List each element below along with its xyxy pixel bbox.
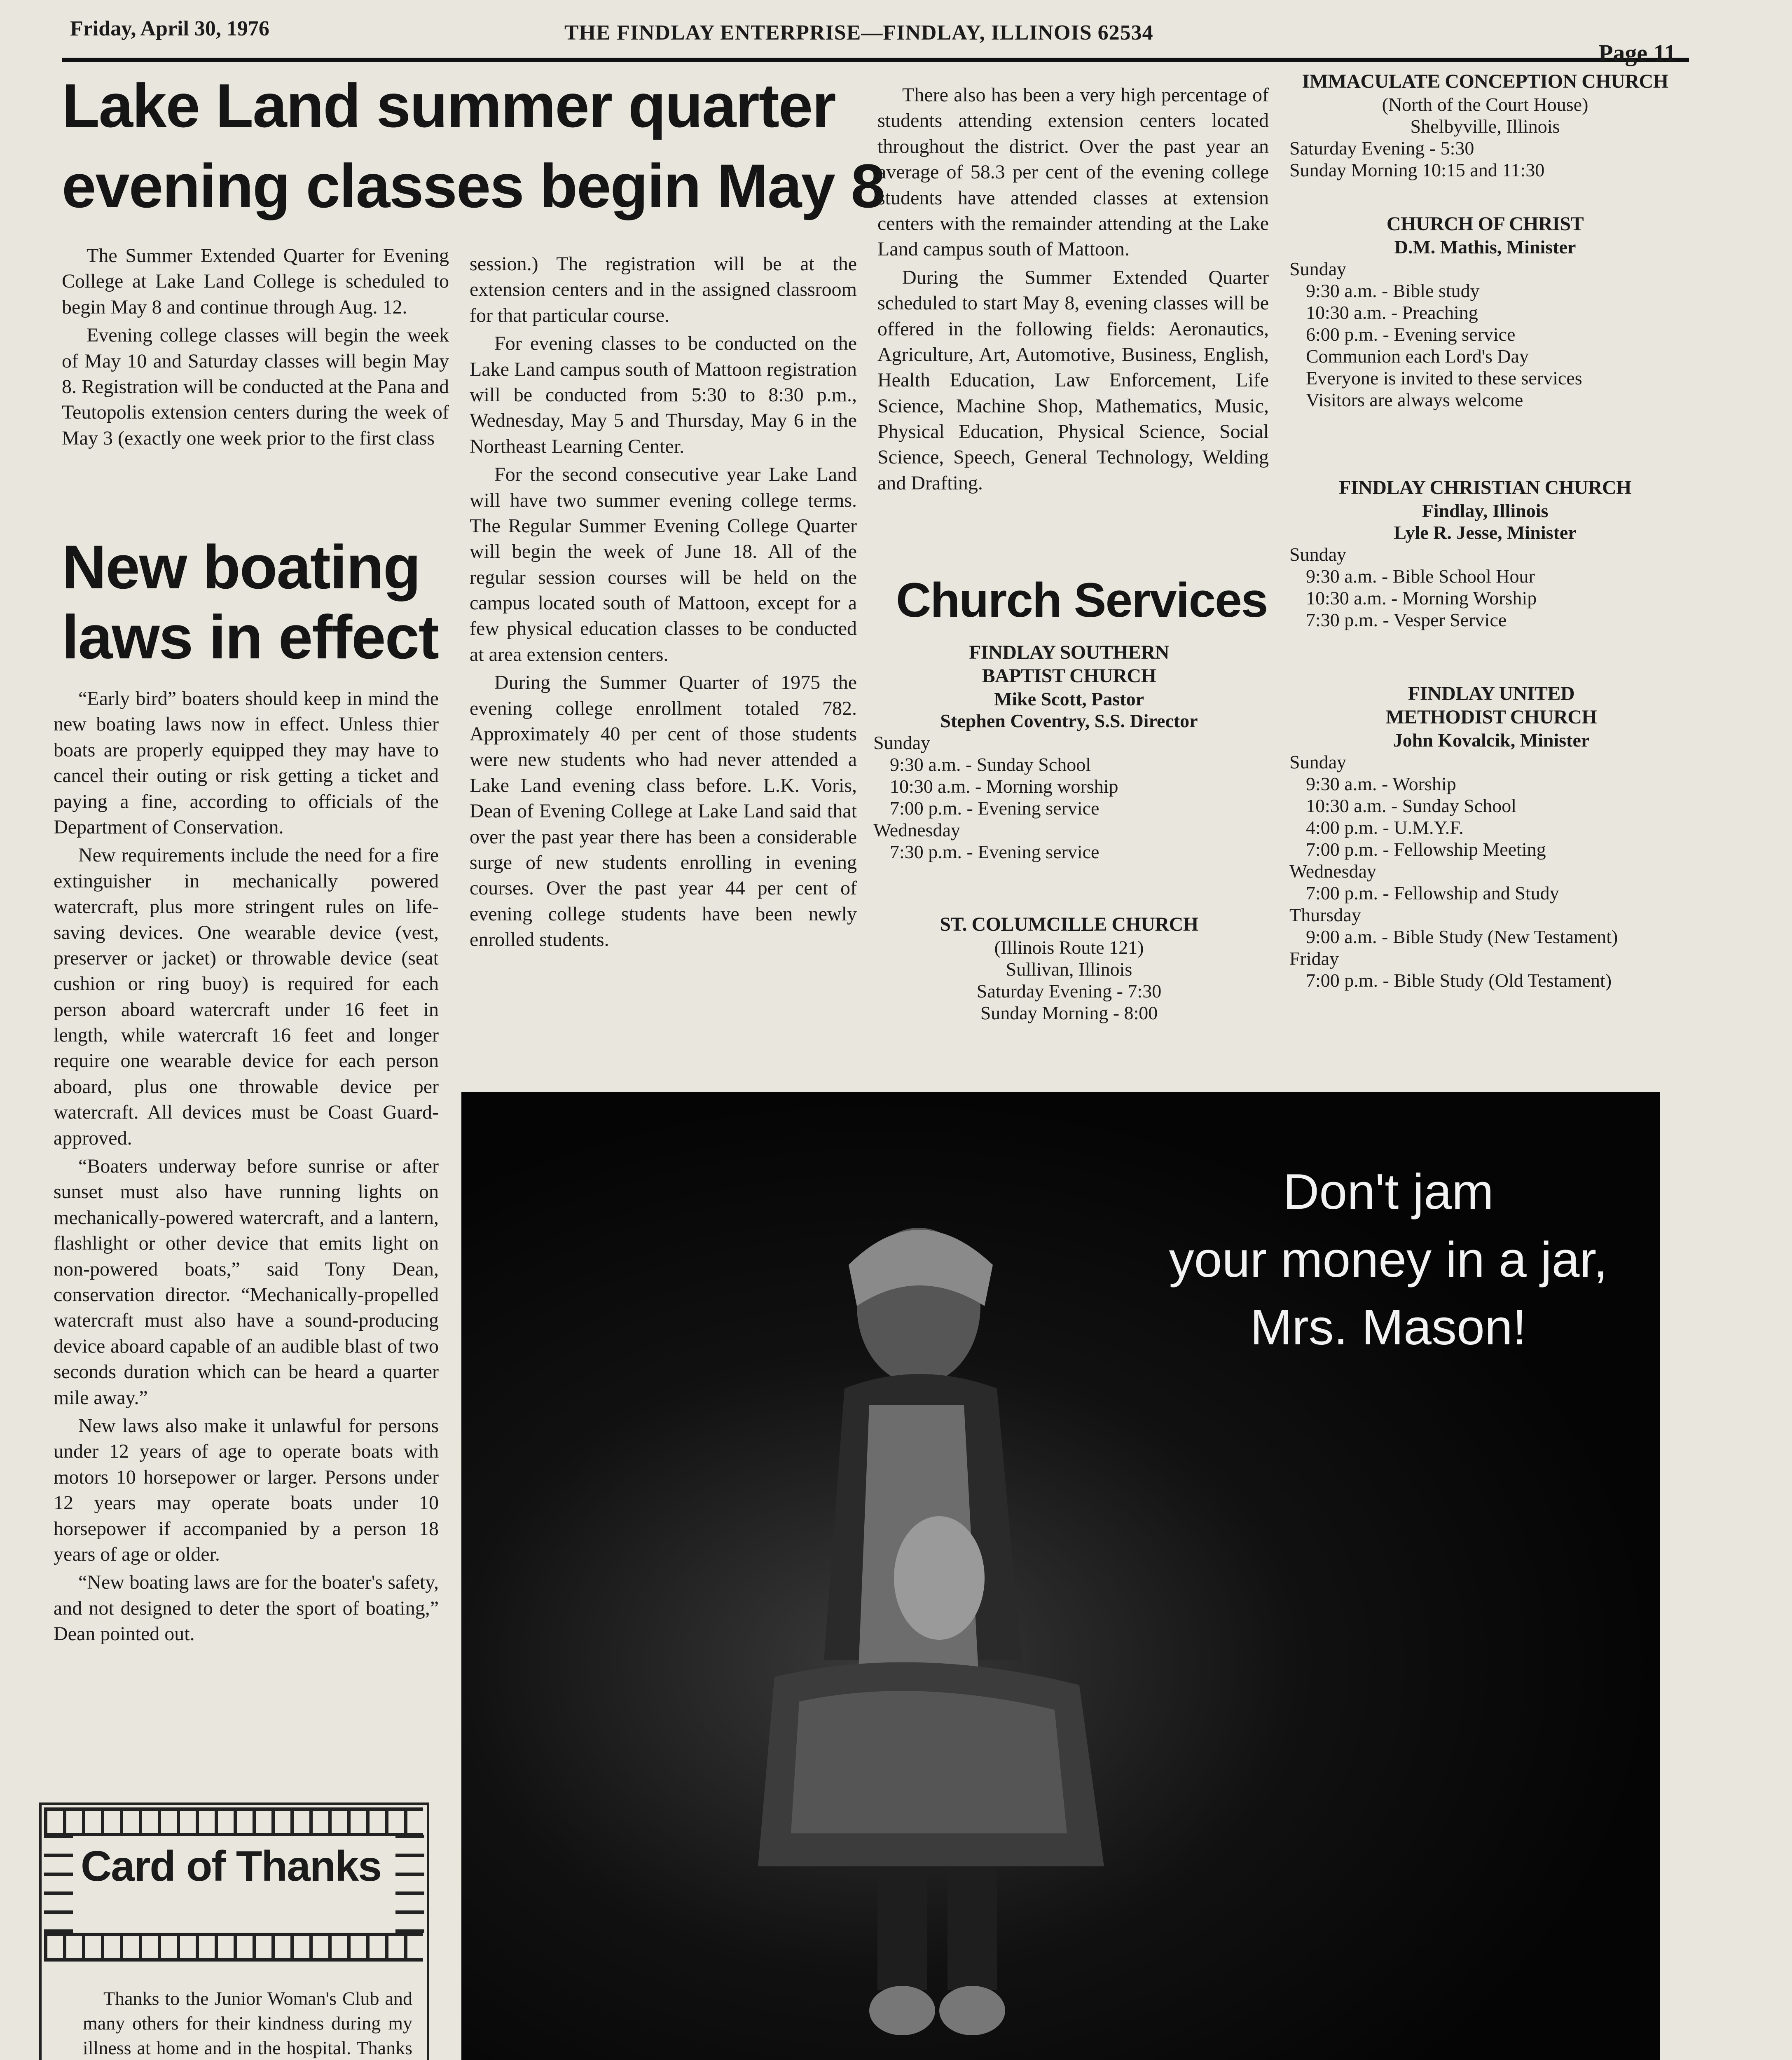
- page-number: Page 11: [1598, 40, 1676, 66]
- service-time: 7:00 p.m. - Evening service: [890, 798, 1100, 819]
- church-name: ST. COLUMCILLE CHURCH: [940, 913, 1198, 935]
- lakeland-headline-2: evening classes begin May 8: [62, 151, 884, 220]
- paragraph: session.) The registration will be at the extension centers and in the assigned classroom for that particular course.: [470, 253, 857, 326]
- service-time: 9:30 a.m. - Bible School Hour: [1306, 566, 1535, 587]
- service-time: 7:00 p.m. - Fellowship and Study: [1306, 883, 1559, 904]
- church-findlay-christian: [1289, 470, 1681, 631]
- paragraph: New laws also make it unlawful for persons under 12 years of age to operate boats with motors 10 horsepower or larger. Persons under 12 years may operate boats under 10 horsepower if accompanied by a person 18 years of age or older.: [54, 1414, 439, 1565]
- caption-line: Mrs. Mason!: [1250, 1299, 1527, 1355]
- church-name: FINDLAY SOUTHERN: [969, 641, 1169, 663]
- service-time: Sunday Morning 10:15 and 11:30: [1289, 159, 1545, 180]
- issue-date: Friday, April 30, 1976: [70, 17, 269, 40]
- church-services-heading: Church Services: [896, 573, 1268, 627]
- church-st-columcille: [873, 906, 1265, 1024]
- greek-key-border-left: [44, 1834, 73, 1933]
- church-town: Shelbyville, Illinois: [1410, 116, 1560, 137]
- church-location: (Illinois Route 121): [994, 937, 1144, 958]
- lakeland-column-2: [470, 251, 857, 955]
- church-note: Everyone is invited to these services: [1306, 368, 1582, 389]
- church-of-christ: [1289, 206, 1681, 411]
- service-time: 10:30 a.m. - Morning Worship: [1306, 588, 1537, 609]
- paragraph: There also has been a very high percentage of students attending extension centers located throughout the district. Over the past year an average of 58.3 per cent of the evening college students have attended classes at extension centers with the remainder attending at the Lake Land campus south of Mattoon.: [877, 84, 1269, 260]
- service-time: 9:30 a.m. - Bible study: [1306, 280, 1480, 301]
- church-name: IMMACULATE CONCEPTION CHURCH: [1302, 70, 1668, 92]
- caption-line: your money in a jar,: [1169, 1231, 1608, 1288]
- church-note: Visitors are always welcome: [1306, 389, 1523, 410]
- boating-headline-2: laws in effect: [62, 602, 438, 672]
- day-label: Sunday: [873, 732, 930, 753]
- masthead: [62, 8, 1689, 62]
- thanks-note-eskew: [83, 1986, 412, 2060]
- service-time: Saturday Evening - 7:30: [976, 981, 1162, 1002]
- service-time: 7:30 p.m. - Vesper Service: [1306, 609, 1507, 630]
- church-findlay-southern: [873, 634, 1265, 863]
- paragraph: During the Summer Extended Quarter scheduled to start May 8, evening classes will be offered in the following fields: Aeronautics, Agriculture, Art, Automotive, Business, English, Health Education, Law Enforcement, Life Science, Machine Shop, Mathematics, Music, Physical Education, Physical Science, Social Science, Speech, General Technology, Welding and Drafting.: [877, 266, 1269, 494]
- service-time: 9:30 a.m. - Worship: [1306, 773, 1456, 794]
- paragraph: The Summer Extended Quarter for Evening College at Lake Land College is scheduled to begin May 8 and continue through Aug. 12.: [62, 245, 449, 318]
- boating-column: [54, 686, 439, 1649]
- church-name: FINDLAY CHRISTIAN CHURCH: [1339, 477, 1631, 499]
- service-time: 9:00 a.m. - Bible Study (New Testament): [1306, 926, 1618, 947]
- minister: D.M. Mathis, Minister: [1394, 236, 1576, 258]
- greek-key-border-top: [44, 1807, 423, 1836]
- church-name: CHURCH OF CHRIST: [1386, 213, 1584, 235]
- paragraph: During the Summer Quarter of 1975 the evening college enrollment totaled 782. Approximately 40 per cent of those students were new students who had never attended a Lake Land evening class before. L.K. Voris, Dean of Evening College at Lake Land said that over the past year there has been a considerable surge of new students enrolling in evening courses. Over the past year 44 per cent of evening college students have been newly enrolled students.: [470, 672, 857, 951]
- ad-photo-mrs-mason: [461, 1092, 1660, 2060]
- church-findlay-united-methodist: [1289, 676, 1693, 991]
- church-immaculate-conception: [1289, 70, 1681, 181]
- day-label: Sunday: [1289, 544, 1346, 565]
- day-label: Wednesday: [1289, 861, 1376, 882]
- church-note: Communion each Lord's Day: [1306, 346, 1529, 367]
- card-of-thanks-title: Card of Thanks: [81, 1842, 381, 1890]
- day-label: Friday: [1289, 948, 1339, 969]
- day-label: Thursday: [1289, 904, 1361, 925]
- paper-name: THE FINDLAY ENTERPRISE—FINDLAY, ILLINOIS 62534: [564, 21, 1153, 44]
- card-of-thanks-box: [39, 1802, 429, 2060]
- paragraph: “Boaters underway before sunrise or after sunset must also have running lights on mechanically-powered watercraft, and a lantern, flashlight or other device that emits light on non-powered boats,” said Tony Dean, conservation director. “Mechanically-propelled watercraft must also have a sound-producing device aboard capable of an audible blast of two seconds duration which can be heard a quarter mile away.”: [54, 1155, 439, 1409]
- service-time: Sunday Morning - 8:00: [980, 1002, 1158, 1023]
- ad-photo-caption: [1141, 1158, 1635, 1361]
- note-text: Thanks to the Junior Woman's Club and many others for their kindness during my illness at home and in the hospital. Thanks: [83, 1988, 412, 2058]
- lakeland-column-3: [877, 82, 1269, 499]
- service-time: Saturday Evening - 5:30: [1289, 138, 1474, 159]
- church-location: (North of the Court House): [1382, 94, 1588, 115]
- service-time: 4:00 p.m. - U.M.Y.F.: [1306, 817, 1464, 838]
- church-name: BAPTIST CHURCH: [982, 665, 1156, 687]
- greek-key-border-right: [395, 1834, 424, 1933]
- greek-key-border-bottom: [44, 1933, 423, 1962]
- service-time: 7:00 p.m. - Fellowship Meeting: [1306, 839, 1546, 860]
- paragraph: “Early bird” boaters should keep in mind the new boating laws now in effect. Unless thier boats are properly equipped they may have to cancel their outing or risk getting a ticket and paying a fine, according to officials of the Department of Conservation.: [54, 688, 439, 838]
- service-time: 7:30 p.m. - Evening service: [890, 841, 1100, 862]
- paragraph: “New boating laws are for the boater's safety, and not designed to deter the sport of boating,” Dean pointed out.: [54, 1571, 439, 1645]
- pastor: Mike Scott, Pastor: [994, 688, 1144, 709]
- service-time: 7:00 p.m. - Bible Study (Old Testament): [1306, 970, 1612, 991]
- minister: Lyle R. Jesse, Minister: [1394, 522, 1577, 543]
- service-time: 9:30 a.m. - Sunday School: [890, 754, 1091, 775]
- church-town: Findlay, Illinois: [1422, 500, 1549, 521]
- church-name: FINDLAY UNITED: [1408, 683, 1575, 705]
- church-name: METHODIST CHURCH: [1385, 706, 1597, 728]
- minister: John Kovalcik, Minister: [1393, 730, 1590, 751]
- church-town: Sullivan, Illinois: [1006, 959, 1132, 980]
- day-label: Wednesday: [873, 819, 960, 840]
- service-time: 10:30 a.m. - Morning worship: [890, 776, 1118, 797]
- paragraph: New requirements include the need for a fire extinguisher in mechanically powered watercraft, plus more stringent rules on life-saving devices. One wearable device (vest, preserver or jacket) or throwable device (seat cushion or ring buoy) is required for each person aboard watercraft under 16 feet in length, while watercraft 16 feet and longer require one wearable device for each person aboard, plus one throwable device per watercraft. All devices must be Coast Guard-approved.: [54, 844, 439, 1149]
- boating-headline-1: New boating: [62, 532, 420, 602]
- service-time: 10:30 a.m. - Sunday School: [1306, 795, 1517, 816]
- lakeland-headline-1: Lake Land summer quarter: [62, 71, 835, 140]
- lakeland-column-1: [62, 243, 449, 454]
- caption-line: Don't jam: [1283, 1163, 1494, 1220]
- paragraph: For evening classes to be conducted on the Lake Land campus south of Mattoon registration will be conducted from 5:30 to 8:30 p.m., Wednesday, May 5 and Thursday, May 6 in the Northeast Learning Center.: [470, 332, 857, 457]
- service-time: 10:30 a.m. - Preaching: [1306, 302, 1478, 323]
- day-label: Sunday: [1289, 751, 1346, 772]
- day-label: Sunday: [1289, 258, 1346, 279]
- paragraph: Evening college classes will begin the week of May 10 and Saturday classes will begin May 8. Registration will be conducted at the Pana and Teutopolis extension centers during the week of May 3 (exactly one week prior to the first class: [62, 324, 449, 449]
- paragraph: For the second consecutive year Lake Land will have two summer evening college terms. The Regular Summer Evening College Quarter will begin the week of June 18. All of the regular session courses will be held on the campus located south of Mattoon, except for a few physical education classes to be conducted at area extension centers.: [470, 464, 857, 665]
- director: Stephen Coventry, S.S. Director: [940, 710, 1198, 731]
- service-time: 6:00 p.m. - Evening service: [1306, 324, 1516, 345]
